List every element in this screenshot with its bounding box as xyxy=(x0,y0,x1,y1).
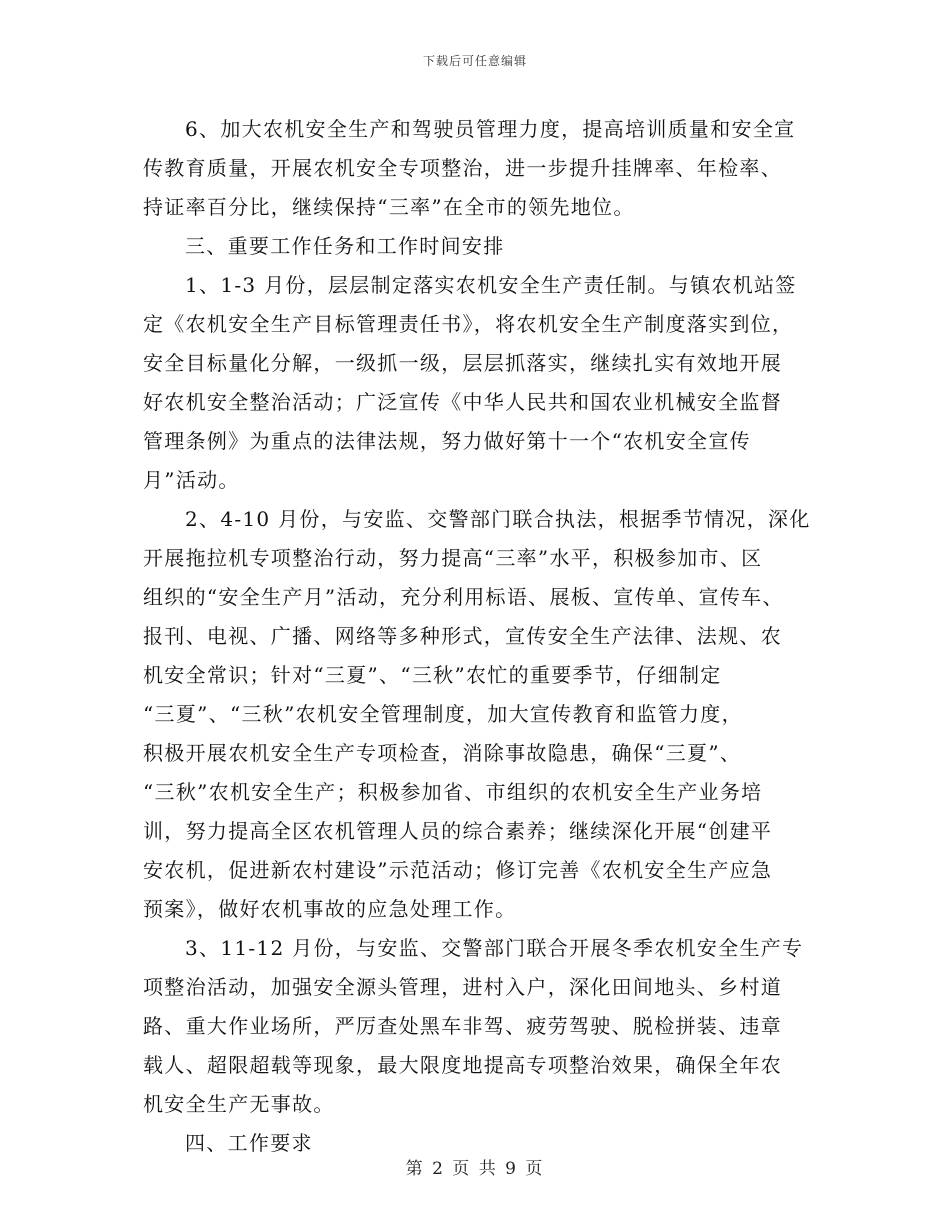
paragraph-task-2-line-9: 训，努力提高全区农机管理人员的综合素养；继续深化开展“创建平 xyxy=(143,819,773,843)
paragraph-task-1-line-6: 月”活动。 xyxy=(143,468,240,492)
page-number-footer: 第 2 页 共 9 页 xyxy=(405,1159,545,1179)
paragraph-task-2-line-10: 安农机，促进新农村建设”示范活动；修订完善《农机安全生产应急 xyxy=(143,858,773,882)
document-body xyxy=(143,110,813,1163)
paragraph-task-3-line-3: 路、重大作业场所，严厉查处黑车非驾、疲劳驾驶、脱检拼装、违章 xyxy=(143,1014,782,1038)
paragraph-task-2-line-4: 报刊、电视、广播、网络等多种形式，宣传安全生产法律、法规、农 xyxy=(143,624,782,648)
paragraph-task-2-line-5: 机安全常识；针对“三夏”、“三秋”农忙的重要季节，仔细制定 xyxy=(143,663,722,687)
paragraph-task-2-line-3: 组织的“安全生产月”活动，充分利用标语、展板、宣传单、宣传车、 xyxy=(143,585,784,609)
paragraph-task-2-line-1: 2、4-10 月份，与安监、交警部门联合执法，根据季节情况，深化 xyxy=(185,507,811,531)
paragraph-task-1-line-2: 定《农机安全生产目标管理责任书》，将农机安全生产制度落实到位， xyxy=(143,312,794,336)
section-heading-3: 三、重要工作任务和工作时间安排 xyxy=(185,234,505,258)
section-heading-4: 四、工作要求 xyxy=(185,1131,313,1155)
paragraph-item-6-line-2: 传教育质量，开展农机安全专项整治，进一步提升挂牌率、年检率、 xyxy=(143,156,782,180)
paragraph-task-1-line-5: 管理条例》为重点的法律法规，努力做好第十一个“农机安全宣传 xyxy=(143,429,751,453)
paragraph-task-2-line-7: 积极开展农机安全生产专项检查，消除事故隐患，确保“三夏”、 xyxy=(143,741,742,765)
paragraph-task-2-line-11: 预案》，做好农机事故的应急处理工作。 xyxy=(143,897,517,921)
paragraph-task-2-line-2: 开展拖拉机专项整治行动，努力提高“三率”水平，积极参加市、区 xyxy=(143,546,763,570)
paragraph-task-1-line-1: 1、1-3 月份，层层制定落实农机安全生产责任制。与镇农机站签 xyxy=(185,273,797,297)
paragraph-task-3-line-2: 项整治活动，加强安全源头管理，进村入户，深化田间地头、乡村道 xyxy=(143,975,782,999)
paragraph-task-3-line-4: 载人、超限超载等现象，最大限度地提高专项整治效果，确保全年农 xyxy=(143,1053,782,1077)
paragraph-task-2-line-6: “三夏”、“三秋”农机安全管理制度，加大宣传教育和监管力度， xyxy=(143,702,743,726)
paragraph-item-6-line-1: 6、加大农机安全生产和驾驶员管理力度，提高培训质量和安全宣 xyxy=(185,117,796,141)
paragraph-task-3-line-1: 3、11-12 月份，与安监、交警部门联合开展冬季农机安全生产专 xyxy=(185,936,804,960)
paragraph-task-2-line-8: “三秋”农机安全生产；积极参加省、市组织的农机安全生产业务培 xyxy=(143,780,763,804)
page-header: 下载后可任意编辑 xyxy=(422,54,527,68)
paragraph-task-1-line-4: 好农机安全整治活动；广泛宣传《中华人民共和国农业机械安全监督 xyxy=(143,390,782,414)
paragraph-task-1-line-3: 安全目标量化分解，一级抓一级，层层抓落实，继续扎实有效地开展 xyxy=(143,351,782,375)
paragraph-item-6-line-3: 持证率百分比，继续保持“三率”在全市的领先地位。 xyxy=(143,195,635,219)
paragraph-task-3-line-5: 机安全生产无事故。 xyxy=(143,1092,335,1116)
